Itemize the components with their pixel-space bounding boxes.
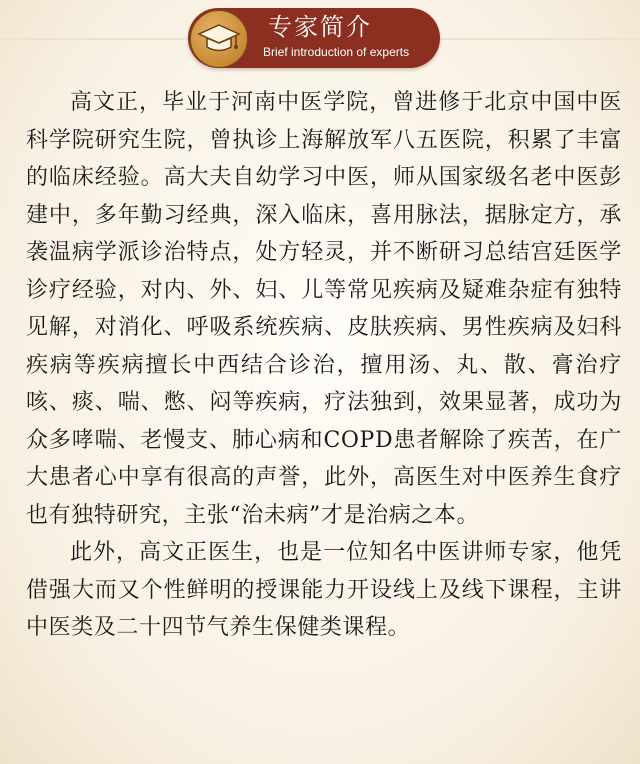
expert-bio [26, 84, 622, 647]
bio-paragraph-1: 高文正，毕业于河南中医学院，曾进修于北京中国中医科学院研究生院，曾执诊上海解放军八五医院，积累了丰富的临床经验。高大夫自幼学习中医，师从国家级名老中医彭建中，多年勤习经典，深入临床，喜用脉法，据脉定方，承袭温病学派诊治特点，处方轻灵，并不断研习总结宫廷医学诊疗经验，对内、外、妇、儿等常见疾病及疑难杂症有独特见解，对消化、呼吸系统疾病、皮肤疾病、男性疾病及妇科疾病等疾病擅长中西结合诊治，擅用汤、丸、散、膏治疗咳、痰、喘、憋、闷等疾病，疗法独到，效果显著，成功为众多哮喘、老慢支、肺心病和COPD患者解除了疾苦，在广大患者心中享有很高的声誉，此外，高医生对中医养生食疗也有独特研究，主张“治未病”才是治病之本。 [26, 90, 622, 528]
graduation-cap-icon [190, 10, 248, 68]
section-subtitle: Brief introduction of experts [263, 45, 410, 59]
section-title: 专家简介 [268, 13, 372, 41]
bio-paragraph-2: 此外，高文正医生，也是一位知名中医讲师专家，他凭借强大而又个性鲜明的授课能力开设线上及线下课程，主讲中医类及二十四节气养生保健类课程。 [26, 540, 622, 640]
